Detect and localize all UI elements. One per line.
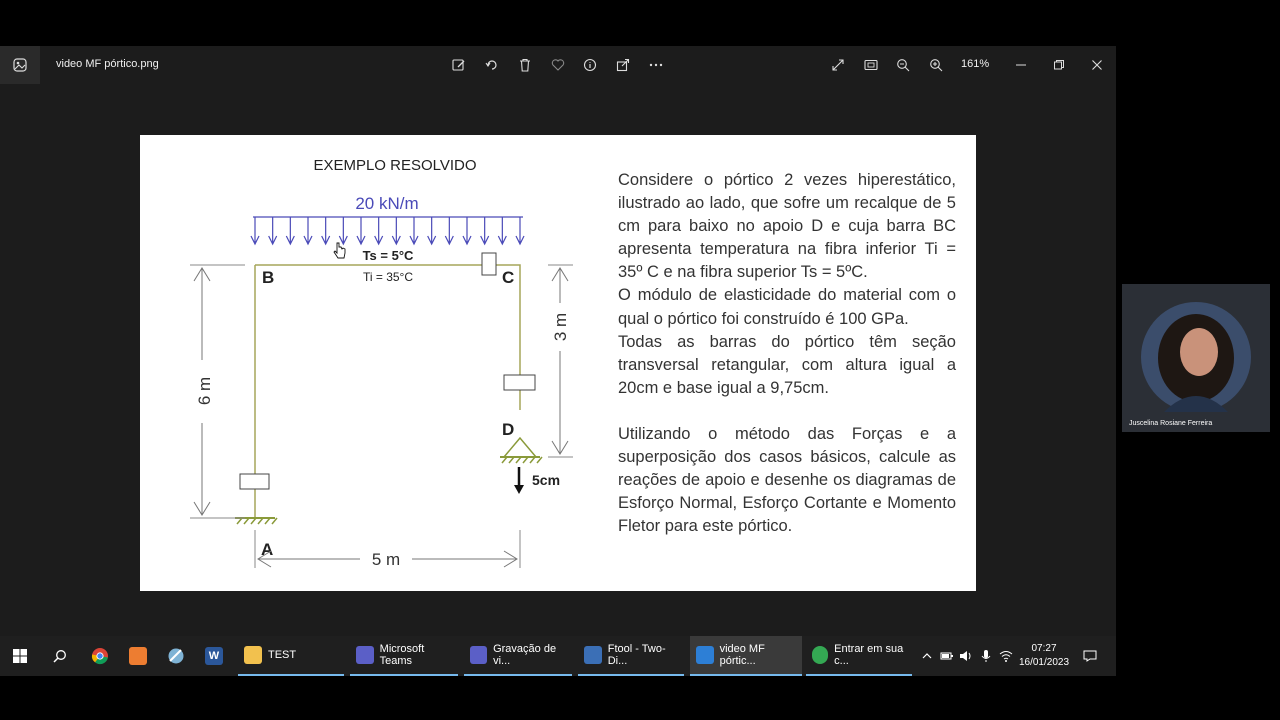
fit-icon[interactable]: [860, 54, 882, 76]
tray-overflow-button[interactable]: [918, 636, 936, 676]
frame-members: [255, 265, 520, 518]
taskbar-item-label: Gravação de vi...: [493, 643, 557, 667]
zoom-level[interactable]: 161%: [961, 58, 990, 70]
fullscreen-icon[interactable]: [827, 54, 849, 76]
section-symbol-bc: [482, 253, 496, 275]
presentation-icon: [129, 647, 147, 665]
load-arrow: [428, 217, 436, 244]
photo-viewer-window: [0, 46, 1116, 636]
taskbar-item-label: Ftool - Two-Di...: [607, 643, 666, 667]
load-arrow: [516, 217, 524, 244]
rotate-icon[interactable]: [481, 54, 503, 76]
top-temperature: Ts = 5°C: [362, 248, 414, 263]
notification-icon: [1083, 650, 1097, 662]
taskbar-item-chrome[interactable]: [806, 636, 912, 676]
battery-icon: [940, 651, 954, 661]
battery-indicator[interactable]: [938, 636, 956, 676]
problem-paragraph: O módulo de elasticidade do material com o qual o pórtico foi construído é 100 GPa.: [618, 286, 956, 328]
word-pinned[interactable]: [203, 636, 225, 676]
ftool-icon: [584, 646, 602, 664]
clock-date: 16/01/2023: [1018, 657, 1070, 668]
load-label: 20 kN/m: [355, 194, 419, 213]
app-pinned[interactable]: [165, 636, 187, 676]
teams-icon: [470, 646, 487, 664]
problem-paragraph: Todas as barras do pórtico têm seção transversal retangular, com altura igual a 20cm e base igual a 9,75cm.: [618, 332, 956, 397]
node-c-label: C: [502, 268, 515, 287]
taskbar-item-label: video MF pórtic...: [719, 643, 765, 667]
app-icon: [167, 647, 185, 665]
microphone-icon: [981, 649, 991, 663]
more-icon[interactable]: [645, 54, 667, 76]
section-symbol-cd: [504, 375, 535, 390]
teams-icon: [356, 646, 374, 664]
load-arrow: [304, 217, 312, 244]
minimize-button[interactable]: [1008, 52, 1034, 78]
folder-icon: [244, 646, 262, 664]
network-indicator[interactable]: [998, 636, 1014, 676]
restore-button[interactable]: [1046, 52, 1072, 78]
load-arrow: [269, 217, 277, 244]
word-icon: W: [205, 647, 223, 665]
taskbar-item-label: Microsoft Teams: [379, 643, 425, 667]
node-b-label: B: [262, 268, 275, 287]
search-button[interactable]: [48, 636, 72, 676]
chevron-up-icon: [922, 652, 932, 660]
file-name: video MF pórtico.png: [56, 58, 159, 70]
height-left-label: 6 m: [195, 376, 214, 406]
settlement-arrow: [514, 467, 524, 494]
problem-statement: [618, 169, 956, 538]
problem-paragraph: Utilizando o método das Forças e a superposição dos casos básicos, calcule as reações de apoio e desenhe os diagramas de Esforço Normal, Esforço Cortante e Momento Fletor para este pórtico.: [618, 424, 956, 536]
taskbar: [0, 636, 1116, 676]
microphone-indicator[interactable]: [978, 636, 994, 676]
node-a-label: A: [261, 540, 274, 559]
height-right-label: 3 m: [551, 312, 570, 342]
zoom-in-icon[interactable]: [925, 54, 947, 76]
load-arrow: [481, 217, 489, 244]
delete-icon[interactable]: [514, 54, 536, 76]
load-arrow: [375, 217, 383, 244]
photos-icon: [696, 646, 714, 664]
notification-center-button[interactable]: [1080, 636, 1100, 676]
load-arrow: [357, 217, 365, 244]
taskbar-item-ftool[interactable]: [578, 636, 684, 676]
start-button[interactable]: [8, 636, 32, 676]
share-icon[interactable]: [612, 54, 634, 76]
search-icon: [53, 649, 67, 663]
photos-app-icon[interactable]: [0, 46, 40, 84]
favorite-icon[interactable]: [547, 54, 569, 76]
chrome-icon: [91, 647, 109, 665]
load-arrow: [445, 217, 453, 244]
example-heading: EXEMPLO RESOLVIDO: [313, 157, 477, 174]
spacer: [618, 400, 956, 423]
taskbar-item-teams[interactable]: [350, 636, 458, 676]
clock-time: 07:27: [1031, 643, 1057, 654]
span-label: 5 m: [371, 550, 401, 569]
chrome-icon: [812, 646, 828, 664]
close-button[interactable]: [1084, 52, 1110, 78]
volume-indicator[interactable]: [958, 636, 974, 676]
problem-paragraph: Considere o pórtico 2 vezes hiperestático, ilustrado ao lado, que sofre um recalque de 5 cm para baixo no apoio D e cuja barra BC apresenta temperatura na fibra inferior Ti = 35º C e na fibra superior Ts = 5ºC.: [618, 171, 956, 282]
webcam-video[interactable]: [1122, 284, 1270, 432]
taskbar-item-test[interactable]: [238, 636, 344, 676]
wifi-icon: [999, 650, 1013, 662]
speaker-icon: [959, 650, 973, 662]
taskbar-item-label: TEST: [268, 649, 297, 661]
load-arrow: [339, 217, 347, 244]
chrome-pinned[interactable]: [89, 636, 111, 676]
windows-icon: [13, 649, 27, 663]
load-arrow: [498, 217, 506, 244]
pin-support-d: [500, 438, 542, 463]
info-icon[interactable]: [579, 54, 601, 76]
load-arrow: [322, 217, 330, 244]
node-d-label: D: [502, 420, 515, 439]
distributed-load: [251, 217, 524, 244]
load-arrow: [286, 217, 294, 244]
edit-icon[interactable]: [448, 54, 470, 76]
zoom-out-icon[interactable]: [892, 54, 914, 76]
fixed-support-a: [235, 518, 277, 524]
presentation-app-pinned[interactable]: [127, 636, 149, 676]
participant-video: [1122, 284, 1270, 418]
bottom-temperature: Ti = 35°C: [362, 270, 414, 284]
load-arrow: [410, 217, 418, 244]
load-arrow: [251, 217, 259, 244]
title-bar: [0, 46, 1116, 84]
settlement-label: 5cm: [532, 472, 561, 488]
taskbar-item-recording[interactable]: [464, 636, 572, 676]
load-arrow: [392, 217, 400, 244]
load-arrow: [463, 217, 471, 244]
height-dimension-right: [548, 265, 573, 457]
taskbar-clock[interactable]: [1018, 642, 1070, 670]
displayed-image: [140, 135, 976, 591]
taskbar-item-photo-viewer[interactable]: [690, 636, 802, 676]
taskbar-item-label: Entrar em sua c...: [834, 643, 904, 667]
participant-name: Juscelina Rosiane Ferreira: [1129, 420, 1213, 427]
section-symbol-ab: [240, 474, 269, 489]
